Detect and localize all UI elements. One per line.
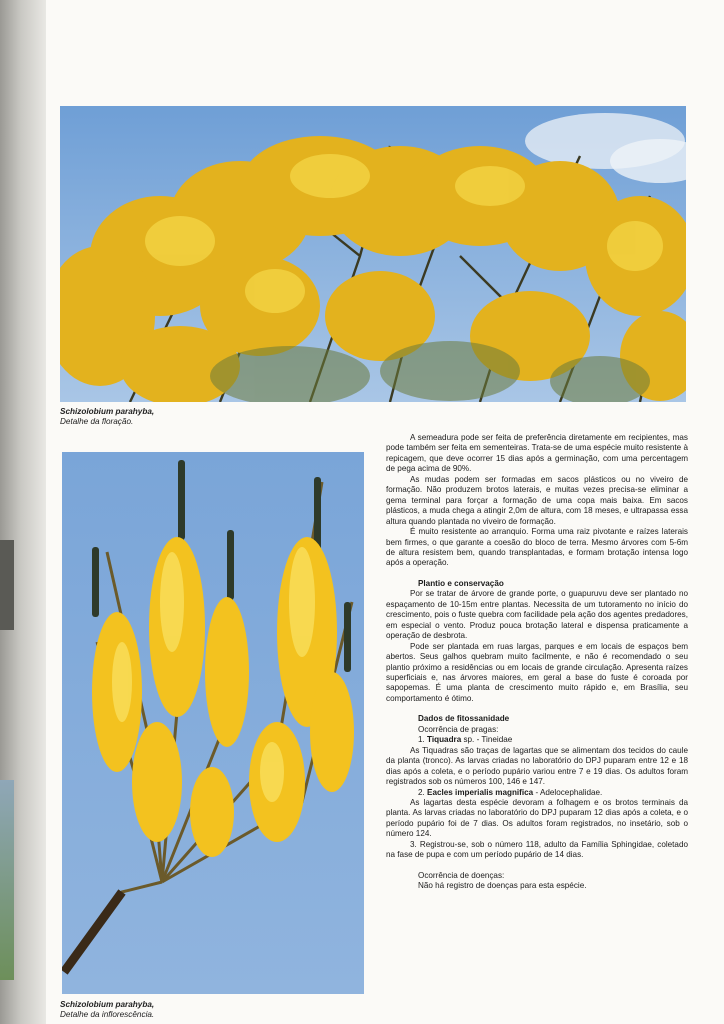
paragraph-sphingidae: 3. Registrou-se, sob o número 118, adulto da Família Sphingidae, coletado na fase de pupa e com um período pupário de 14 dias.: [386, 839, 688, 860]
pest-item-1: [386, 735, 688, 745]
pest-item-1-family: sp. - Tineidae: [461, 735, 513, 745]
top-photo-caption: [60, 407, 154, 427]
paragraph-tiquadra: As Tiquadras são traças de lagartas que se alimentam dos tecidos do caule da planta (tronco). As larvas criadas no laboratório do DPJ puparam entre 12 e 18 dias após a coleta, e o período pupário variou entre 7 e 19 dias. Os adultos foram registrados sob os números 100, 146 e 147.: [386, 745, 688, 787]
neighbor-page-edge: [0, 540, 14, 630]
pest-item-2-species: Eacles imperialis magnifica: [427, 787, 534, 797]
caption-species-name: Schizolobium parahyba,: [60, 1000, 155, 1009]
tree-canopy-illustration: [60, 106, 686, 402]
pest-item-1-genus: Tiquadra: [427, 735, 462, 745]
diseases-text: Não há registro de doenças para esta espécie.: [418, 881, 587, 891]
caption-species-name: Schizolobium parahyba,: [60, 407, 155, 416]
top-photo: [60, 106, 686, 402]
caption-description: Detalhe da inflorescência.: [60, 1010, 155, 1019]
pest-item-2-number: 2.: [418, 787, 428, 797]
heading-phytosanitary: Dados de fitossanidade: [418, 714, 510, 724]
left-photo-caption: [60, 1000, 154, 1020]
pest-item-2: [386, 788, 688, 798]
paragraph-spacing: Por se tratar de árvore de grande porte, o guapuruvu deve ser plantado no espaçamento de 10-15m entre plantas. Necessita de um tutoramento no início do crescimento, pois o fuste quebra com facilidade pela ação dos agentes predadores, em especial o vento. Produz pouca brotação lateral e dispensa praticamente a operação de desbrota.: [386, 589, 688, 641]
heading-planting: Plantio e conservação: [418, 578, 504, 588]
paragraph-urban-use: Pode ser plantada em ruas largas, parques e em locais de espaços bem abertos. Seus galhos quebram muito facilmente, e não é recomendado o seu plantio próximo a residências ou em locais de grande circulação. Apresenta raízes superficiais e, nas árvores maiores, em geral a base do fuste é coroada por sapopemas. É uma planta de crescimento muito rápido e, em Brasília, seu comportamento é ótimo.: [386, 641, 688, 703]
caption-description: Detalhe da floração.: [60, 417, 134, 426]
pest-item-1-number: 1.: [418, 735, 428, 745]
diseases-label: Ocorrência de doenças:: [418, 870, 505, 880]
pest-item-2-family: - Adelocephalidae.: [533, 787, 603, 797]
paragraph-transplant: É muito resistente ao arranquio. Forma uma raiz pivotante e raízes laterais bem firmes, o que garante a coesão do bloco de terra. Mesmo árvores com 5-6m de altura resistem bem, quando transplantadas, e formam brotação intensa logo após a operação.: [386, 527, 688, 568]
neighbor-page-photo: [0, 780, 14, 980]
body-text-column: [386, 433, 688, 892]
left-photo: [62, 452, 364, 994]
pests-label: Ocorrência de pragas:: [418, 724, 499, 734]
paragraph-seedlings: As mudas podem ser formadas em sacos plásticos ou no viveiro de formação. Não produzem brotos laterais, e muitas vezes precisa-se eliminar a gema terminal para forçar a formação de uma copa mais baixa. Em sacos plásticos, a muda chega a atingir 2,0m de altura, com 18 meses, e ultrapassa essa altura quando plantada no viveiro de formação.: [386, 474, 688, 526]
inflorescence-illustration: [62, 452, 364, 994]
paragraph-eacles: As lagartas desta espécie devoram a folhagem e os brotos terminais da planta. As larvas criadas no laboratório do DPJ puparam 12 dias após a coleta, e o período pupário foi de 7 dias. Os adultos foram registrados, no insetário, sob o número 124.: [386, 797, 688, 839]
paragraph-seeding: A semeadura pode ser feita de preferência diretamente em recipientes, mas pode também ser feita em sementeiras. Trata-se de uma espécie muito resistente à repicagem, que deve ocorrer 15 dias após a germinação, com uma percentagem de pega acima de 90%.: [386, 433, 688, 474]
